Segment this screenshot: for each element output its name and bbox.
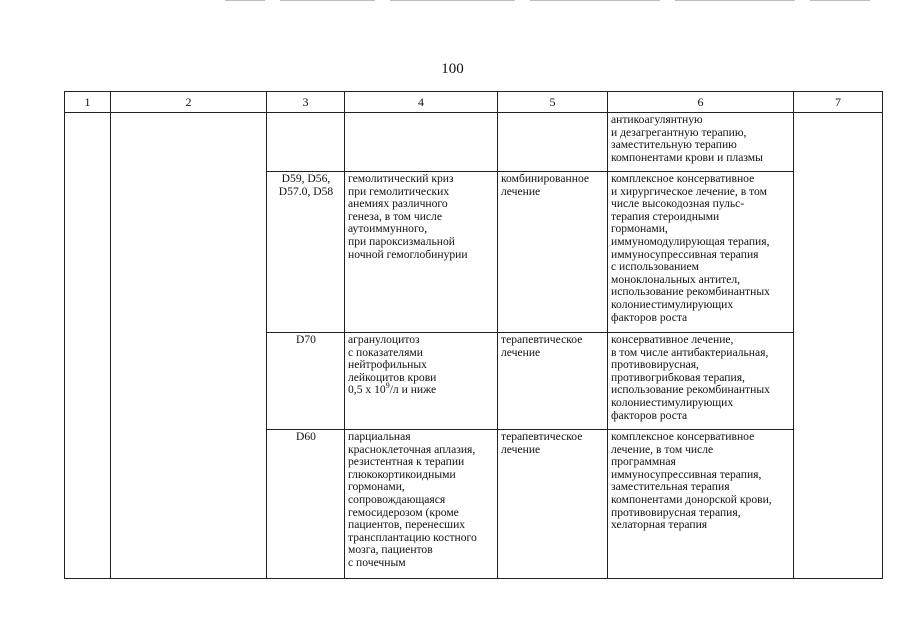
text-line: гемосидерозом (кроме (348, 505, 459, 519)
text-line: использование рекомбинантных (611, 285, 770, 299)
text-line: агранулоцитоз (348, 333, 420, 346)
scan-artifact (225, 0, 265, 1)
text-line: гормонами, (611, 222, 668, 236)
text-line: при пароксизмальной (348, 234, 455, 248)
text-line: хелаторная терапия (611, 518, 708, 532)
treatment-type-cell (498, 430, 608, 579)
threshold-exponent: 9 (385, 381, 390, 391)
text-line: иммуносупрессивная терапия, (611, 467, 762, 481)
text-line: терапия стероидными (611, 209, 720, 223)
text-line: заместительная терапия (611, 480, 730, 494)
text-line: компонентами крови и плазмы (611, 150, 763, 164)
model-cell (345, 430, 498, 579)
text-line: с использованием (611, 260, 699, 274)
text-line: компонентами донорской крови, (611, 492, 772, 506)
text-line: комплексное консервативное (611, 430, 755, 443)
column-number-row (65, 92, 883, 113)
column-number: 2 (111, 92, 267, 113)
column-number: 4 (345, 92, 498, 113)
page-number: 100 (441, 61, 464, 77)
text-line: парциальная (348, 430, 411, 443)
text-line: лечение (501, 345, 541, 359)
table-row (65, 113, 883, 172)
text-line: использование рекомбинантных (611, 383, 770, 397)
text-line: числе высокодозная пульс- (611, 197, 745, 211)
column-number: 1 (65, 92, 111, 113)
code-cell (267, 430, 345, 579)
text-line: лечение, в том числе (611, 442, 714, 456)
treatment-type-cell (498, 113, 608, 172)
text-line: глюкокортикоидными (348, 467, 456, 481)
profile-cell (111, 113, 267, 579)
text-line: факторов роста (611, 310, 688, 324)
text-line: с почечным (348, 555, 406, 569)
text-line: красноклеточная аплазия, (348, 442, 476, 456)
text-line: антикоагулянтную (611, 113, 703, 126)
diagnosis-code: D60 (296, 430, 316, 443)
text-line: комплексное консервативное (611, 172, 755, 185)
text-line: с показателями (348, 345, 423, 359)
code-cell (267, 113, 345, 172)
text-line: в том числе антибактериальная, (611, 345, 769, 359)
threshold-prefix: 0,5 х 10 (348, 383, 386, 397)
code-cell (267, 333, 345, 430)
text-line: гемолитический криз (348, 172, 454, 185)
text-line: лечение (501, 442, 541, 456)
treatment-methods-cell (608, 430, 794, 579)
text-line: анемиях различного (348, 197, 448, 211)
text-line: противовирусная, (611, 358, 699, 372)
text-line: при гемолитических (348, 184, 450, 198)
text-line: факторов роста (611, 408, 688, 422)
scan-artifact (390, 0, 515, 1)
scan-artifact (675, 0, 795, 1)
column-number: 5 (498, 92, 608, 113)
diagnosis-code: D59, D56, (281, 172, 331, 185)
text-line: комбинированное (501, 172, 590, 185)
treatment-table (64, 91, 883, 579)
text-line: гормонами, (348, 480, 405, 494)
text-line: и дезагрегантную терапию, (611, 125, 747, 139)
text-line: противогрибковая терапия, (611, 370, 745, 384)
scan-artifact (280, 0, 375, 1)
text-line: трансплантацию костного (348, 530, 477, 544)
text-line: лечение (501, 184, 541, 198)
model-cell (345, 172, 498, 333)
code-cell (267, 172, 345, 333)
text-line: иммуносупрессивная терапия (611, 247, 759, 261)
text-line: иммуномодулирующая терапия, (611, 234, 770, 248)
text-line: моноклональных антител, (611, 272, 741, 286)
text-line: лейкоцитов крови (348, 370, 437, 384)
norm-cell (794, 113, 883, 579)
text-line: генеза, в том числе (348, 209, 442, 223)
text-line: колониестимулирующих (611, 395, 734, 409)
treatment-type-cell (498, 333, 608, 430)
treatment-type-cell (498, 172, 608, 333)
threshold-suffix: /л и ниже (389, 383, 437, 397)
text-line: пациентов, перенесших (348, 518, 466, 532)
text-line: нейтрофильных (348, 358, 427, 372)
column-number: 7 (794, 92, 883, 113)
text-line: программная (611, 455, 676, 469)
model-cell (345, 113, 498, 172)
text-line: терапевтическое (501, 333, 583, 346)
diagnosis-code: D57.0, D58 (278, 184, 334, 198)
treatment-methods-cell (608, 172, 794, 333)
column-number: 3 (267, 92, 345, 113)
text-line: резистентная к терапии (348, 455, 465, 469)
text-line: сопровождающаяся (348, 492, 446, 506)
neutrophil-threshold (348, 381, 495, 397)
text-line: ночной гемоглобинурии (348, 247, 468, 261)
text-line: колониестимулирующих (611, 297, 734, 311)
model-cell (345, 333, 498, 430)
diagnosis-code: D70 (296, 333, 316, 346)
text-line: терапевтическое (501, 430, 583, 443)
text-line: и хирургическое лечение, в том (611, 184, 767, 198)
treatment-methods-cell (608, 113, 794, 172)
treatment-methods-cell (608, 333, 794, 430)
text-line: противовирусная терапия, (611, 505, 741, 519)
text-line: заместительную терапию (611, 138, 737, 152)
column-number: 6 (608, 92, 794, 113)
text-line: мозга, пациентов (348, 543, 433, 557)
scan-artifact (530, 0, 660, 1)
text-line: аутоиммунного, (348, 222, 428, 236)
text-line: консервативное лечение, (611, 333, 734, 346)
scan-artifact (810, 0, 870, 1)
row-number-cell (65, 113, 111, 579)
